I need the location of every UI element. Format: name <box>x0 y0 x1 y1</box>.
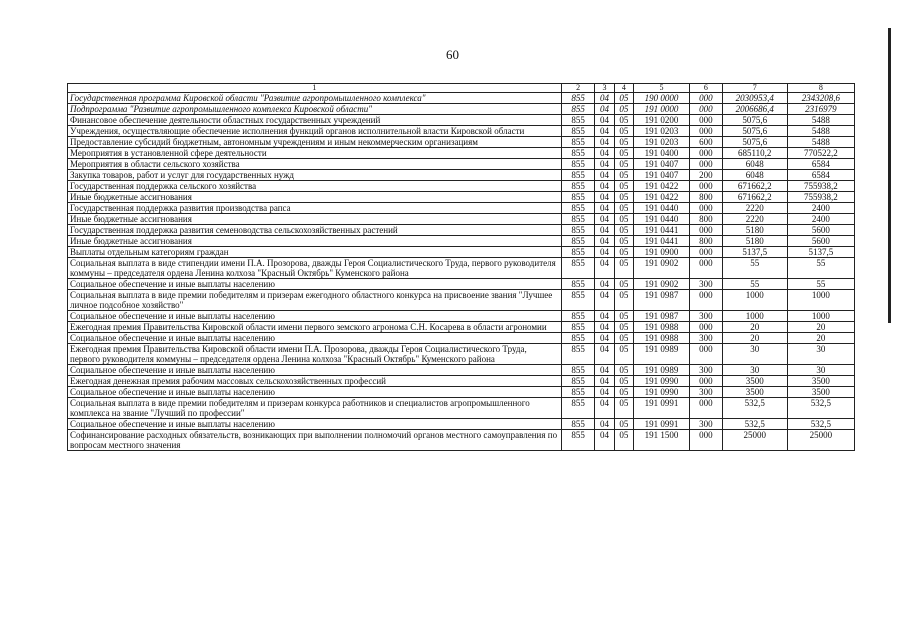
table-row <box>68 290 855 311</box>
table-header-row <box>68 84 855 93</box>
target-article-cell: 191 0902 <box>634 279 690 290</box>
admin-code-cell: 855 <box>561 258 595 279</box>
section-cell: 04 <box>595 104 614 115</box>
expense-type-cell: 300 <box>690 333 723 344</box>
table-row <box>68 311 855 322</box>
item-name-cell: Предоставление субсидий бюджетным, автономным учреждениям и иным некоммерческим организациям <box>68 137 562 148</box>
item-name-cell: Финансовое обеспечение деятельности областных государственных учреждений <box>68 115 562 126</box>
expense-type-cell: 000 <box>690 181 723 192</box>
section-cell: 04 <box>595 247 614 258</box>
amount-year1-cell: 20 <box>722 322 787 333</box>
expense-type-cell: 000 <box>690 104 723 115</box>
section-cell: 04 <box>595 225 614 236</box>
section-cell: 04 <box>595 419 614 430</box>
subsection-cell: 05 <box>614 159 633 170</box>
subsection-cell: 05 <box>614 148 633 159</box>
target-article-cell: 191 0400 <box>634 148 690 159</box>
admin-code-cell: 855 <box>561 203 595 214</box>
target-article-cell: 191 0902 <box>634 258 690 279</box>
table-row <box>68 258 855 279</box>
section-cell: 04 <box>595 115 614 126</box>
target-article-cell: 191 0407 <box>634 159 690 170</box>
amount-year1-cell: 6048 <box>722 170 787 181</box>
amount-year1-cell: 30 <box>722 365 787 376</box>
item-name-cell: Мероприятия в области сельского хозяйства <box>68 159 562 170</box>
header-cell: 2 <box>561 84 595 93</box>
table-row <box>68 126 855 137</box>
admin-code-cell: 855 <box>561 236 595 247</box>
target-article-cell: 191 0200 <box>634 115 690 126</box>
section-cell: 04 <box>595 430 614 451</box>
table-row <box>68 365 855 376</box>
admin-code-cell: 855 <box>561 419 595 430</box>
section-cell: 04 <box>595 258 614 279</box>
table-row <box>68 148 855 159</box>
item-name-cell: Социальная выплата в виде премии победителям и призерам конкурса работников и специалистов агропромышленного комплекса на звание "Лучший по профессии" <box>68 398 562 419</box>
target-article-cell: 190 0000 <box>634 93 690 104</box>
amount-year2-cell: 5488 <box>787 126 854 137</box>
header-cell: 1 <box>68 84 562 93</box>
subsection-cell: 05 <box>614 225 633 236</box>
subsection-cell: 05 <box>614 170 633 181</box>
header-cell: 5 <box>634 84 690 93</box>
header-cell: 8 <box>787 84 854 93</box>
amount-year2-cell: 755938,2 <box>787 181 854 192</box>
subsection-cell: 05 <box>614 290 633 311</box>
amount-year1-cell: 3500 <box>722 387 787 398</box>
amount-year2-cell: 755938,2 <box>787 192 854 203</box>
expense-type-cell: 300 <box>690 387 723 398</box>
amount-year2-cell: 30 <box>787 344 854 365</box>
table-row <box>68 376 855 387</box>
subsection-cell: 05 <box>614 247 633 258</box>
subsection-cell: 05 <box>614 93 633 104</box>
amount-year2-cell: 5488 <box>787 115 854 126</box>
admin-code-cell: 855 <box>561 398 595 419</box>
item-name-cell: Социальное обеспечение и иные выплаты населению <box>68 365 562 376</box>
section-cell: 04 <box>595 279 614 290</box>
amount-year2-cell: 532,5 <box>787 398 854 419</box>
section-cell: 04 <box>595 137 614 148</box>
amount-year1-cell: 6048 <box>722 159 787 170</box>
subsection-cell: 05 <box>614 214 633 225</box>
expense-type-cell: 600 <box>690 137 723 148</box>
subsection-cell: 05 <box>614 181 633 192</box>
amount-year1-cell: 2220 <box>722 214 787 225</box>
amount-year1-cell: 2006686,4 <box>722 104 787 115</box>
subsection-cell: 05 <box>614 137 633 148</box>
expense-type-cell: 000 <box>690 322 723 333</box>
target-article-cell: 191 0987 <box>634 311 690 322</box>
amount-year2-cell: 55 <box>787 279 854 290</box>
amount-year2-cell: 6584 <box>787 159 854 170</box>
item-name-cell: Социальная выплата в виде премии победителям и призерам ежегодного областного конкурса на присвоение звания "Лучшее личное подсобное хозяйство" <box>68 290 562 311</box>
section-cell: 04 <box>595 181 614 192</box>
amount-year2-cell: 2400 <box>787 214 854 225</box>
amount-year1-cell: 3500 <box>722 376 787 387</box>
expense-type-cell: 800 <box>690 214 723 225</box>
table-row <box>68 387 855 398</box>
expense-type-cell: 000 <box>690 430 723 451</box>
item-name-cell: Социальное обеспечение и иные выплаты населению <box>68 387 562 398</box>
amount-year1-cell: 5075,6 <box>722 115 787 126</box>
section-cell: 04 <box>595 387 614 398</box>
amount-year1-cell: 532,5 <box>722 398 787 419</box>
target-article-cell: 191 0000 <box>634 104 690 115</box>
subsection-cell: 05 <box>614 126 633 137</box>
amount-year1-cell: 5075,6 <box>722 126 787 137</box>
item-name-cell: Государственная поддержка развития производства рапса <box>68 203 562 214</box>
target-article-cell: 191 0990 <box>634 387 690 398</box>
table-row <box>68 104 855 115</box>
amount-year1-cell: 25000 <box>722 430 787 451</box>
section-cell: 04 <box>595 159 614 170</box>
table-row <box>68 236 855 247</box>
item-name-cell: Ежегодная премия Правительства Кировской области имени П.А. Прозорова, дважды Героя Социалистического Труда, первого руководителя коммуны – председателя ордена Ленина колхоза "Красный Октябрь" Куменского района <box>68 344 562 365</box>
expense-type-cell: 000 <box>690 126 723 137</box>
expense-type-cell: 000 <box>690 225 723 236</box>
target-article-cell: 191 0440 <box>634 214 690 225</box>
amount-year1-cell: 2220 <box>722 203 787 214</box>
target-article-cell: 191 0987 <box>634 290 690 311</box>
admin-code-cell: 855 <box>561 279 595 290</box>
admin-code-cell: 855 <box>561 148 595 159</box>
section-cell: 04 <box>595 398 614 419</box>
amount-year1-cell: 5137,5 <box>722 247 787 258</box>
amount-year1-cell: 532,5 <box>722 419 787 430</box>
item-name-cell: Ежегодная денежная премия рабочим массовых сельскохозяйственных профессий <box>68 376 562 387</box>
table-row <box>68 430 855 451</box>
table-row <box>68 419 855 430</box>
item-name-cell: Выплаты отдельным категориям граждан <box>68 247 562 258</box>
target-article-cell: 191 1500 <box>634 430 690 451</box>
target-article-cell: 191 0407 <box>634 170 690 181</box>
amount-year2-cell: 2400 <box>787 203 854 214</box>
item-name-cell: Софинансирование расходных обязательств, возникающих при выполнении полномочий органов местного самоуправления по вопросам местного значения <box>68 430 562 451</box>
expense-type-cell: 000 <box>690 148 723 159</box>
amount-year2-cell: 5488 <box>787 137 854 148</box>
table-row <box>68 247 855 258</box>
admin-code-cell: 855 <box>561 115 595 126</box>
admin-code-cell: 855 <box>561 333 595 344</box>
table-row <box>68 93 855 104</box>
table-row <box>68 225 855 236</box>
subsection-cell: 05 <box>614 344 633 365</box>
amount-year2-cell: 2316979 <box>787 104 854 115</box>
admin-code-cell: 855 <box>561 192 595 203</box>
target-article-cell: 191 0422 <box>634 181 690 192</box>
amount-year2-cell: 5600 <box>787 236 854 247</box>
table-row <box>68 398 855 419</box>
subsection-cell: 05 <box>614 376 633 387</box>
item-name-cell: Иные бюджетные ассигнования <box>68 192 562 203</box>
amount-year1-cell: 671662,2 <box>722 181 787 192</box>
subsection-cell: 05 <box>614 104 633 115</box>
subsection-cell: 05 <box>614 236 633 247</box>
target-article-cell: 191 0989 <box>634 344 690 365</box>
section-cell: 04 <box>595 290 614 311</box>
target-article-cell: 191 0441 <box>634 236 690 247</box>
admin-code-cell: 855 <box>561 225 595 236</box>
subsection-cell: 05 <box>614 430 633 451</box>
target-article-cell: 191 0900 <box>634 247 690 258</box>
expense-type-cell: 000 <box>690 247 723 258</box>
section-cell: 04 <box>595 93 614 104</box>
admin-code-cell: 855 <box>561 181 595 192</box>
amount-year1-cell: 671662,2 <box>722 192 787 203</box>
item-name-cell: Ежегодная премия Правительства Кировской области имени первого земского агронома С.Н. Косарева в области агрономии <box>68 322 562 333</box>
amount-year2-cell: 20 <box>787 322 854 333</box>
amount-year1-cell: 30 <box>722 344 787 365</box>
amount-year1-cell: 55 <box>722 279 787 290</box>
amount-year2-cell: 3500 <box>787 376 854 387</box>
amount-year1-cell: 55 <box>722 258 787 279</box>
target-article-cell: 191 0991 <box>634 419 690 430</box>
amount-year2-cell: 1000 <box>787 290 854 311</box>
admin-code-cell: 855 <box>561 247 595 258</box>
target-article-cell: 191 0422 <box>634 192 690 203</box>
table-row <box>68 322 855 333</box>
section-cell: 04 <box>595 333 614 344</box>
subsection-cell: 05 <box>614 279 633 290</box>
target-article-cell: 191 0203 <box>634 137 690 148</box>
table-row <box>68 137 855 148</box>
item-name-cell: Закупка товаров, работ и услуг для государственных нужд <box>68 170 562 181</box>
item-name-cell: Учреждения, осуществляющие обеспечение исполнения функций органов исполнительной власти Кировской области <box>68 126 562 137</box>
target-article-cell: 191 0990 <box>634 376 690 387</box>
expense-type-cell: 000 <box>690 93 723 104</box>
expense-type-cell: 300 <box>690 311 723 322</box>
page-number: 60 <box>446 47 459 62</box>
section-cell: 04 <box>595 376 614 387</box>
subsection-cell: 05 <box>614 365 633 376</box>
amount-year2-cell: 3500 <box>787 387 854 398</box>
amount-year2-cell: 25000 <box>787 430 854 451</box>
admin-code-cell: 855 <box>561 376 595 387</box>
expense-type-cell: 000 <box>690 203 723 214</box>
subsection-cell: 05 <box>614 192 633 203</box>
item-name-cell: Социальное обеспечение и иные выплаты населению <box>68 311 562 322</box>
section-cell: 04 <box>595 236 614 247</box>
expense-type-cell: 000 <box>690 376 723 387</box>
expense-type-cell: 800 <box>690 192 723 203</box>
target-article-cell: 191 0441 <box>634 225 690 236</box>
item-name-cell: Подпрограмма "Развитие агропромышленного комплекса Кировской области" <box>68 104 562 115</box>
amount-year1-cell: 5075,6 <box>722 137 787 148</box>
amount-year2-cell: 532,5 <box>787 419 854 430</box>
admin-code-cell: 855 <box>561 365 595 376</box>
admin-code-cell: 855 <box>561 159 595 170</box>
item-name-cell: Социальное обеспечение и иные выплаты населению <box>68 279 562 290</box>
budget-table <box>67 83 855 451</box>
subsection-cell: 05 <box>614 203 633 214</box>
section-cell: 04 <box>595 170 614 181</box>
subsection-cell: 05 <box>614 322 633 333</box>
admin-code-cell: 855 <box>561 214 595 225</box>
expense-type-cell: 000 <box>690 398 723 419</box>
section-cell: 04 <box>595 148 614 159</box>
header-cell: 4 <box>614 84 633 93</box>
target-article-cell: 191 0988 <box>634 322 690 333</box>
table-row <box>68 159 855 170</box>
subsection-cell: 05 <box>614 258 633 279</box>
section-cell: 04 <box>595 203 614 214</box>
amount-year1-cell: 1000 <box>722 311 787 322</box>
amount-year2-cell: 2343208,6 <box>787 93 854 104</box>
admin-code-cell: 855 <box>561 104 595 115</box>
amount-year2-cell: 20 <box>787 333 854 344</box>
target-article-cell: 191 0440 <box>634 203 690 214</box>
expense-type-cell: 300 <box>690 365 723 376</box>
expense-type-cell: 000 <box>690 344 723 365</box>
header-cell: 3 <box>595 84 614 93</box>
item-name-cell: Иные бюджетные ассигнования <box>68 214 562 225</box>
admin-code-cell: 855 <box>561 311 595 322</box>
header-cell: 7 <box>722 84 787 93</box>
amount-year1-cell: 2030953,4 <box>722 93 787 104</box>
table-row <box>68 181 855 192</box>
expense-type-cell: 300 <box>690 419 723 430</box>
section-cell: 04 <box>595 126 614 137</box>
amount-year1-cell: 5180 <box>722 236 787 247</box>
table-row <box>68 214 855 225</box>
target-article-cell: 191 0989 <box>634 365 690 376</box>
expense-type-cell: 200 <box>690 170 723 181</box>
expense-type-cell: 000 <box>690 290 723 311</box>
table-row <box>68 192 855 203</box>
item-name-cell: Иные бюджетные ассигнования <box>68 236 562 247</box>
subsection-cell: 05 <box>614 419 633 430</box>
table-row <box>68 203 855 214</box>
subsection-cell: 05 <box>614 387 633 398</box>
section-cell: 04 <box>595 192 614 203</box>
expense-type-cell: 300 <box>690 279 723 290</box>
table-row <box>68 115 855 126</box>
expense-type-cell: 000 <box>690 258 723 279</box>
amount-year2-cell: 5600 <box>787 225 854 236</box>
admin-code-cell: 855 <box>561 93 595 104</box>
table-row <box>68 333 855 344</box>
expense-type-cell: 800 <box>690 236 723 247</box>
expense-type-cell: 000 <box>690 115 723 126</box>
table-row <box>68 170 855 181</box>
table-row <box>68 279 855 290</box>
expense-type-cell: 000 <box>690 159 723 170</box>
section-cell: 04 <box>595 214 614 225</box>
target-article-cell: 191 0991 <box>634 398 690 419</box>
scan-edge-mark <box>888 28 891 323</box>
admin-code-cell: 855 <box>561 322 595 333</box>
target-article-cell: 191 0203 <box>634 126 690 137</box>
item-name-cell: Социальное обеспечение и иные выплаты населению <box>68 333 562 344</box>
admin-code-cell: 855 <box>561 430 595 451</box>
admin-code-cell: 855 <box>561 126 595 137</box>
subsection-cell: 05 <box>614 311 633 322</box>
amount-year2-cell: 30 <box>787 365 854 376</box>
table-row <box>68 344 855 365</box>
admin-code-cell: 855 <box>561 170 595 181</box>
item-name-cell: Социальное обеспечение и иные выплаты населению <box>68 419 562 430</box>
item-name-cell: Государственная поддержка сельского хозяйства <box>68 181 562 192</box>
item-name-cell: Социальная выплата в виде стипендии имени П.А. Прозорова, дважды Героя Социалистического Труда, первого руководителя коммуны – председателя ордена Ленина колхоза "Красный Октябрь" Куменского района <box>68 258 562 279</box>
amount-year1-cell: 685110,2 <box>722 148 787 159</box>
item-name-cell: Мероприятия в установленной сфере деятельности <box>68 148 562 159</box>
target-article-cell: 191 0988 <box>634 333 690 344</box>
admin-code-cell: 855 <box>561 344 595 365</box>
section-cell: 04 <box>595 322 614 333</box>
amount-year2-cell: 5137,5 <box>787 247 854 258</box>
admin-code-cell: 855 <box>561 387 595 398</box>
amount-year2-cell: 55 <box>787 258 854 279</box>
amount-year2-cell: 770522,2 <box>787 148 854 159</box>
admin-code-cell: 855 <box>561 290 595 311</box>
section-cell: 04 <box>595 311 614 322</box>
item-name-cell: Государственная поддержка развития семеноводства сельскохозяйственных растений <box>68 225 562 236</box>
amount-year1-cell: 5180 <box>722 225 787 236</box>
amount-year2-cell: 1000 <box>787 311 854 322</box>
amount-year2-cell: 6584 <box>787 170 854 181</box>
header-cell: 6 <box>690 84 723 93</box>
amount-year1-cell: 20 <box>722 333 787 344</box>
section-cell: 04 <box>595 365 614 376</box>
subsection-cell: 05 <box>614 115 633 126</box>
admin-code-cell: 855 <box>561 137 595 148</box>
item-name-cell: Государственная программа Кировской области "Развитие агропромышленного комплекса" <box>68 93 562 104</box>
subsection-cell: 05 <box>614 398 633 419</box>
amount-year1-cell: 1000 <box>722 290 787 311</box>
section-cell: 04 <box>595 344 614 365</box>
subsection-cell: 05 <box>614 333 633 344</box>
